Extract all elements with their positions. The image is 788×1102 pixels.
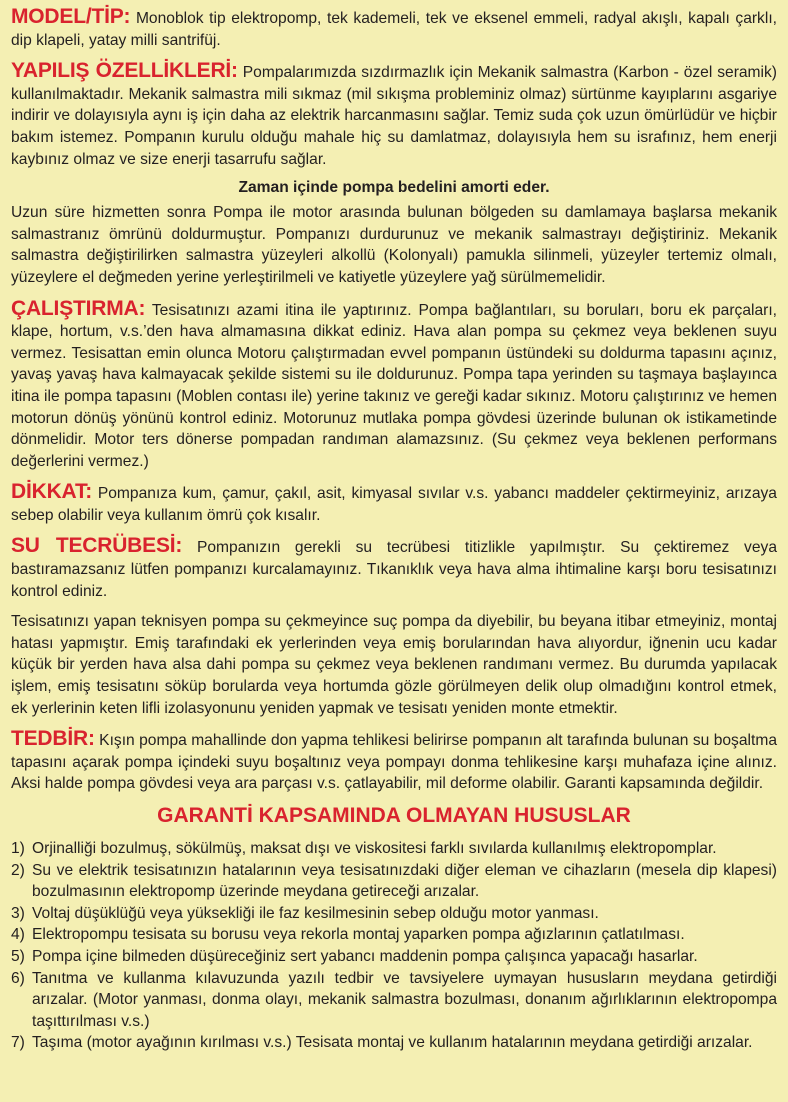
model-type-section	[11, 6, 777, 51]
list-item	[11, 1032, 777, 1054]
list-item-text: Orjinalliği bozulmuş, sökülmüş, maksat dışı ve viskositesi farklı sıvılarda kullanılmış elektropomplar.	[32, 840, 717, 857]
operation-heading: ÇALIŞTIRMA:	[11, 296, 146, 320]
list-item-text: Voltaj düşüklüğü veya yüksekliği ile faz kesilmesinin sebep olduğu motor yanması.	[32, 904, 599, 922]
list-item	[11, 968, 777, 1033]
attention-section	[11, 481, 777, 526]
model-type-body: Monoblok tip elektropomp, tek kademeli, tek ve eksenel emmeli, radyal akışlı, kapalı çarklı, dip klapeli, yatay milli santrifüj.	[11, 10, 777, 49]
list-item-number: 7)	[11, 1034, 25, 1052]
list-item	[11, 924, 777, 946]
attention-body: Pompanıza kum, çamur, çakıl, asit, kimyasal sıvılar v.s. yabancı maddeler çektirmeyiniz, arızaya sebep olabilir veya kullanım ömrü çok kısalır.	[11, 485, 777, 524]
list-item-number: 6)	[11, 969, 25, 987]
precaution-heading: TEDBİR:	[11, 727, 95, 751]
list-item-number: 1)	[11, 840, 25, 857]
list-item	[11, 838, 777, 860]
warranty-exclusions-list	[11, 838, 777, 1054]
list-item-text: Su ve elektrik tesisatınızın hatalarının veya tesisatınızdaki diğer eleman ve cihazların (mesela dip klapesi) bozulmasının elektropomp üzerinde meydana getireceği arızalar.	[32, 861, 777, 901]
list-item	[11, 903, 777, 925]
operation-section	[11, 298, 777, 473]
list-item-number: 4)	[11, 926, 25, 944]
amortization-note: Zaman içinde pompa bedelini amorti eder.	[238, 179, 550, 197]
list-item-text: Elektropompu tesisata su borusu veya rekorla montaj yaparken pompa ağızlarının çatlatılması.	[32, 926, 685, 944]
list-item-text: Tanıtma ve kullanma kılavuzunda yazılı tedbir ve tavsiyelere uymayan hususların meydana getirdiği arızalar. (Motor yanması, donma olayı, mekanik salmastra bozulması, donanım ağırlıklarının elektropompa taşıttırılması v.s.)	[32, 969, 777, 1030]
seal-paragraph: Uzun süre hizmetten sonra Pompa ile motor arasında bulunan bölgeden su damlamaya başlarsa mekanik salmastranız ömrünü doldurmuştur. Pompanızı durdurunuz ve mekanik salmastrayı değiştiriniz. Mekanik salmastra değiştirilirken salmastra yüzeyleri alkollü (Kolonyalı) pamukla silinmeli, yüzeyler tertemiz olmalı, yüzeylere el değmeden yerine yerleştirilmeli ve katiyetle yüzeylere yağ sürülmemelidir.	[11, 204, 777, 286]
list-item-number: 5)	[11, 947, 25, 965]
construction-features-section	[11, 60, 777, 170]
precaution-section	[11, 728, 777, 795]
water-test-section	[11, 535, 777, 602]
construction-features-body: Pompalarımızda sızdırmazlık için Mekanik salmastra (Karbon - özel seramik) kullanılmaktadır. Mekanik salmastra mili sıkmaz (mil sıkışma probleminiz olmaz) sürtünme kayıplarını asgariye indirir ve dolayısıyla aynı iş için daha az elektrik harcanmasını sağlar. Temiz suda çok uzun ömürlüdür ve hiçbir bakım istemez. Pompanın kurulu olduğu mahale hiç su damlatmaz, dolayısıyla hem su israfınız, hem enerji kaybınız olmaz ve size enerji tasarrufu sağlar.	[11, 64, 777, 168]
list-item-number: 3)	[11, 904, 25, 922]
list-item-number: 2)	[11, 861, 25, 879]
model-type-heading: MODEL/TİP:	[11, 5, 131, 28]
operation-body: Tesisatınızı azami itina ile yaptırınız. Pompa bağlantıları, su boruları, boru ek parçaları, klape, hortum, v.s.’den hava almamasına dikkat ediniz. Hava alan pompa su çekmez veya beklenen suyu vermez. Tesisattan emin olunca Motoru çalıştırmadan evvel pompanın üstündeki su doldurma tapasını açınız, yavaş yavaş hava kalmayacak şekilde sistemi su ile doldurunuz. Pompa tapa yerinden su taşmaya başlayınca itina ile pompa tapasını (Moblen contası ile) yerine takınız ve gereği kadar sıkınız. Motoru çalıştırınız ve hemen motorun dönüş yönünü kontrol ediniz. Motorunuz mutlaka pompa gövdesi üzerinde bulunan ok istikametinde dönmelidir. Motor ters dönerse pompadan randıman alamazsınız. (Su çekmez veya beklenen performans değerlerini vermez.)	[11, 301, 777, 470]
precaution-body: Kışın pompa mahallinde don yapma tehlikesi belirirse pompanın alt tarafında bulunan su boşaltma tapasını açarak pompa içindeki suyu boşaltınız veya pompayı donma tehlikesine karşı muhafaza içine alınız. Aksi halde pompa gövdesi veya ara parçası v.s. çatlayabilir, mil deforme olabilir. Garanti kapsamında değildir.	[11, 732, 777, 793]
construction-features-heading: YAPILIŞ ÖZELLİKLERİ:	[11, 59, 238, 83]
attention-heading: DİKKAT:	[11, 480, 93, 504]
technician-paragraph: Tesisatınızı yapan teknisyen pompa su çekmeyince suç pompa da diyebilir, bu beyana itibar etmeyiniz, montaj hatası yapmıştır. Emiş tarafındaki ek yerlerinden veya emiş borularından hava alıyordur, iğnenin ucu kadar küçük bir yerden hava alsa dahi pompa su çekmez veya beklenen randımanı vermez. Bu durumda yapılacak işlem, emiş tesisatını söküp borularda veya hortumda gözle görülmeyen delik olup olmadığını kontrol etmek, ek yerlerinin keten lifli izolasyonunu yeniden yapmak ve tesisatı yeniden monte etmektir.	[11, 613, 777, 717]
list-item-text: Taşıma (motor ayağının kırılması v.s.) Tesisata montaj ve kullanım hatalarının meydana getirdiği arızalar.	[32, 1034, 753, 1052]
warranty-exclusions-title: GARANTİ KAPSAMINDA OLMAYAN HUSUSLAR	[157, 804, 631, 827]
list-item-text: Pompa içine bilmeden düşüreceğiniz sert yabancı maddenin pompa çalışınca yapacağı hasarlar.	[32, 947, 698, 965]
water-test-heading: SU TECRÜBESİ:	[11, 534, 183, 558]
water-test-body: Pompanızın gerekli su tecrübesi titizlikle yapılmıştır. Su çektiremez veya bastıramazsanız lütfen pompanızı kurcalamayınız. Tıkanıklık veya hava alma ihtimaline karşı boru tesisatınızı kontrol ediniz.	[11, 539, 777, 600]
list-item	[11, 860, 777, 903]
list-item	[11, 946, 777, 968]
